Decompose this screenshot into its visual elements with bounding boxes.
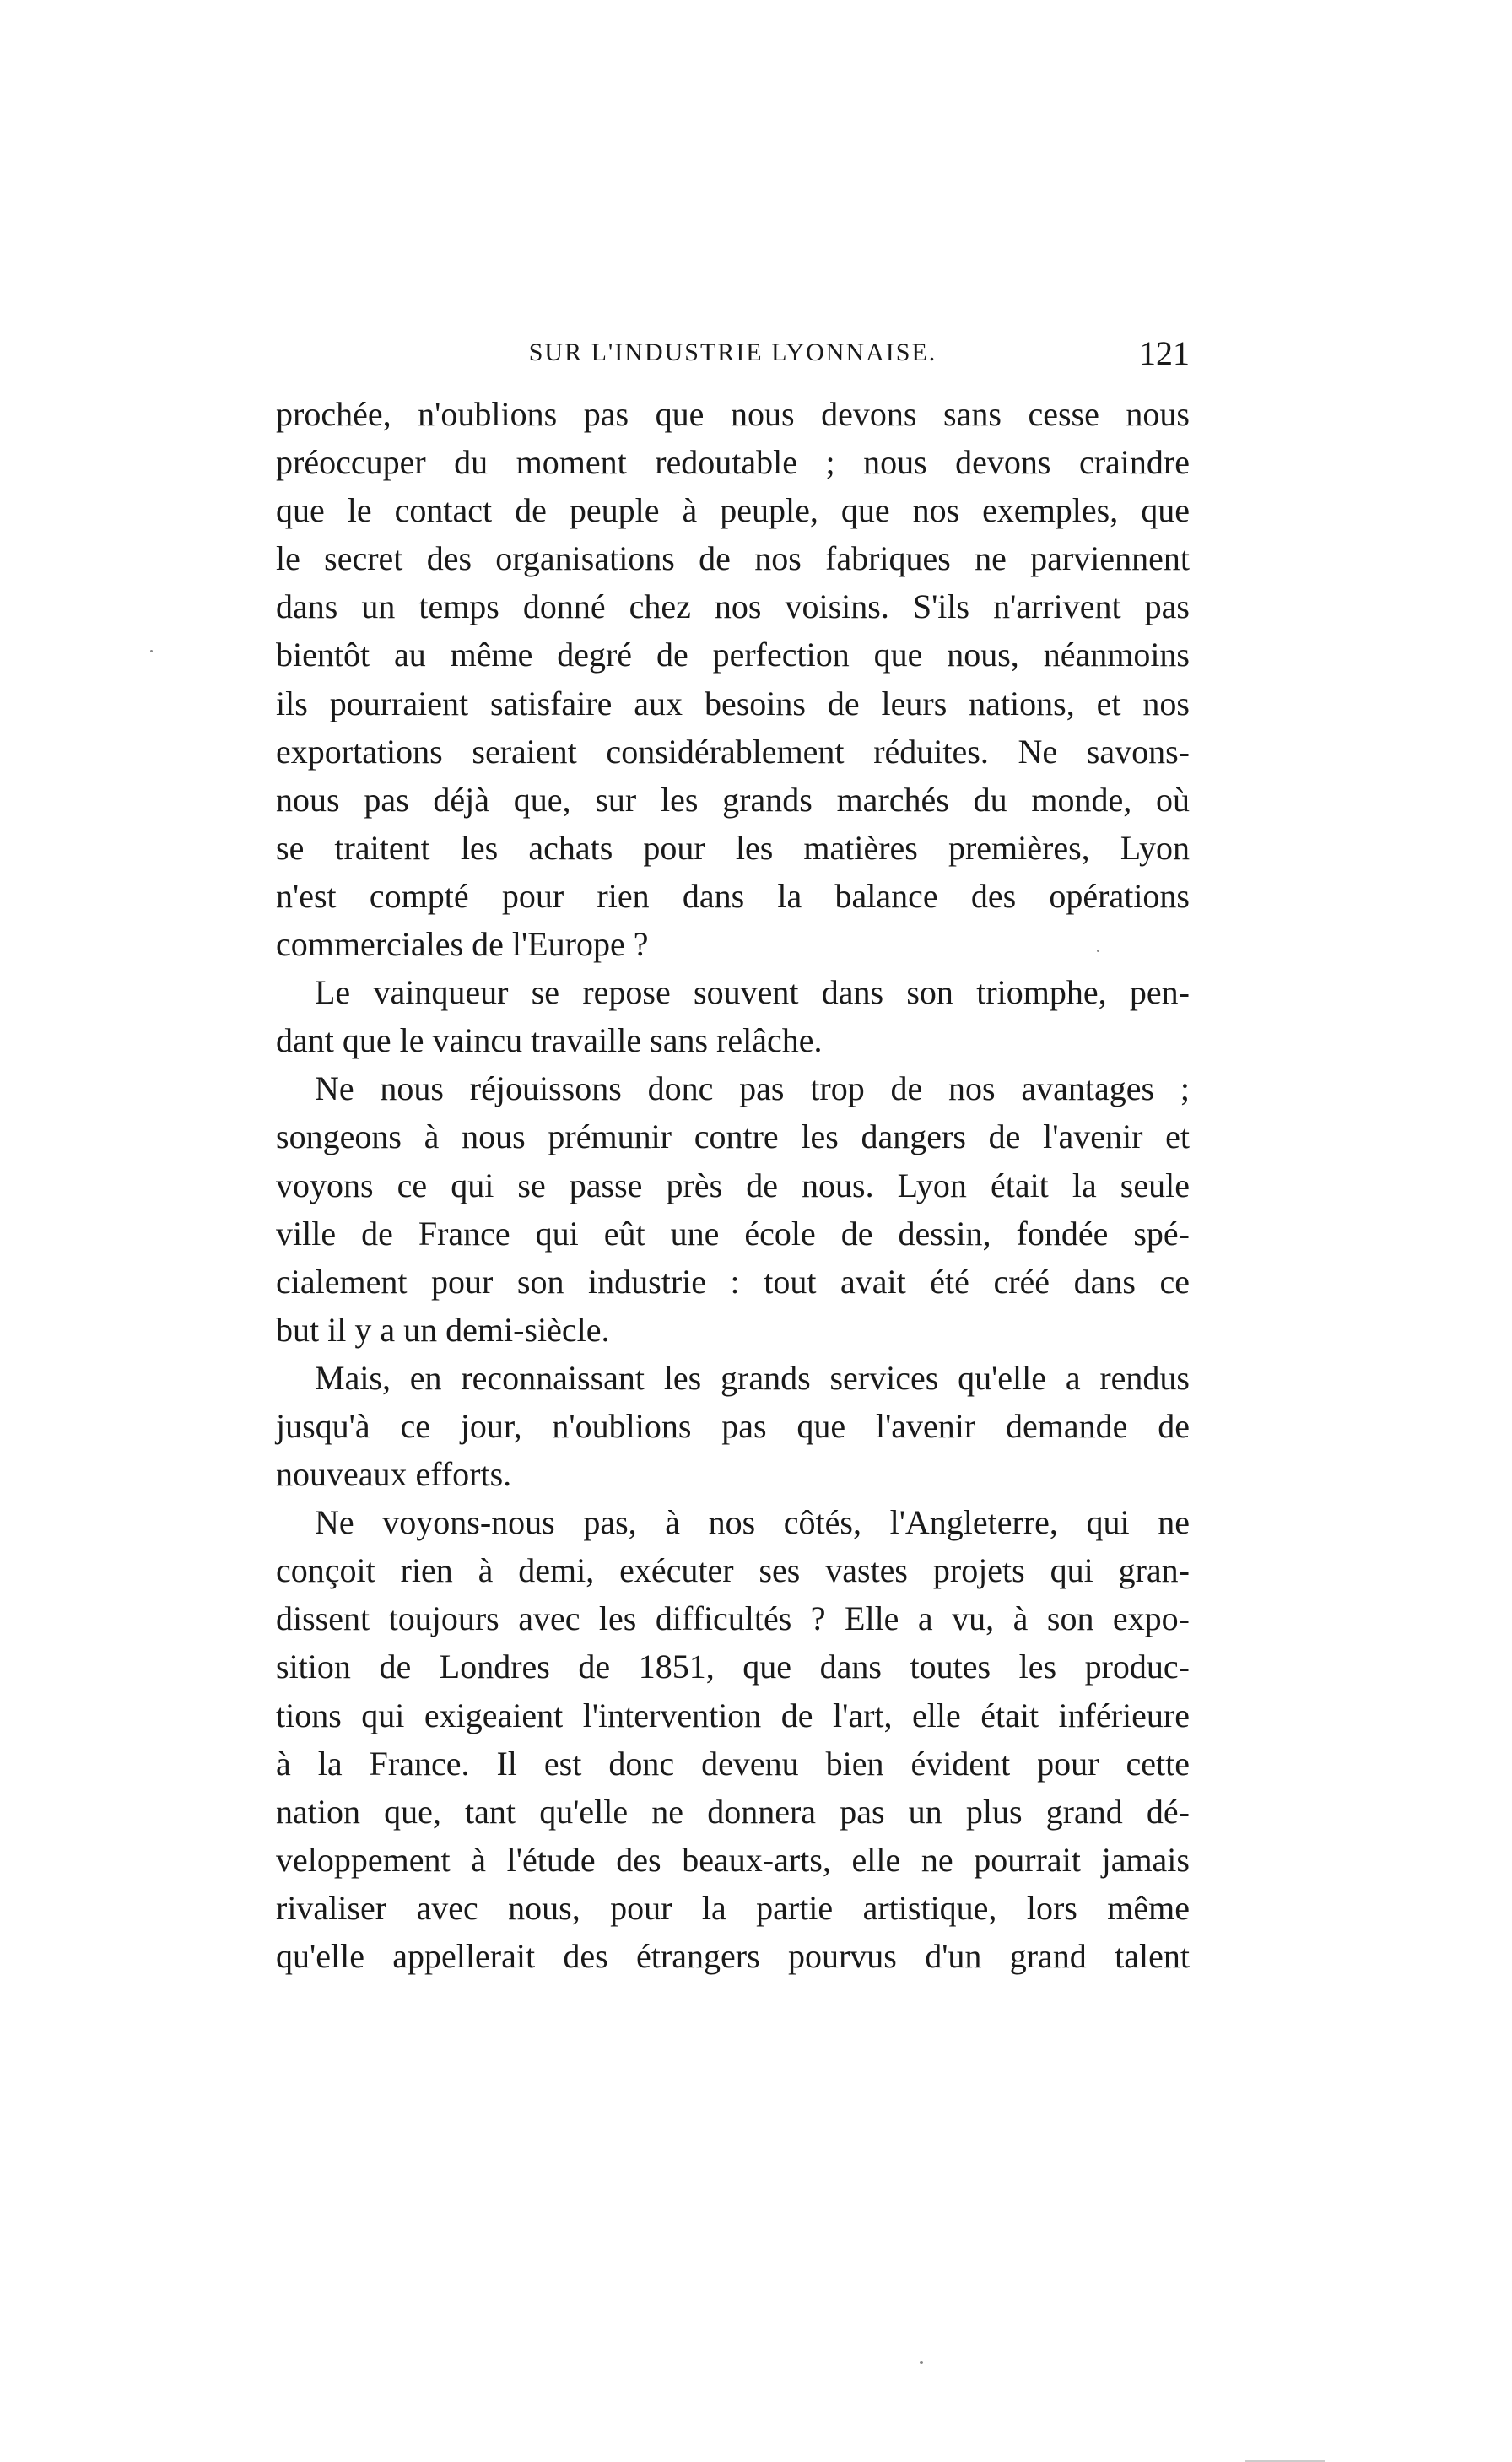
paragraph [276, 968, 1190, 1064]
text-line: conçoit rien à demi, exécuter ses vastes projets qui gran- [276, 1551, 1190, 1590]
running-header [276, 333, 1190, 376]
text-line: que le contact de peuple à peuple, que nos exemples, que [276, 491, 1190, 530]
text-line: dans un temps donné chez nos voisins. S'ils n'arrivent pas [276, 587, 1190, 626]
text-line: cialement pour son industrie : tout avait été créé dans ce [276, 1262, 1190, 1301]
scan-speck [1097, 950, 1099, 952]
text-line: Mais, en reconnaissant les grands services qu'elle a rendus [315, 1358, 1190, 1397]
text-line: exportations seraient considérablement réduites. Ne savons- [276, 732, 1190, 771]
page-number: 121 [1139, 334, 1190, 372]
text-line: veloppement à l'étude des beaux-arts, elle ne pourrait jamais [276, 1840, 1190, 1879]
text-line: ils pourraient satisfaire aux besoins de leurs nations, et nos [276, 684, 1190, 722]
text-line: voyons ce qui se passe près de nous. Lyon était la seule [276, 1166, 1190, 1204]
text-line: tions qui exigeaient l'intervention de l'art, elle était inférieure [276, 1696, 1190, 1734]
text-line: bientôt au même degré de perfection que nous, néanmoins [276, 636, 1190, 674]
text-line: nous pas déjà que, sur les grands marchés du monde, où [276, 780, 1190, 819]
text-line: nation que, tant qu'elle ne donnera pas un plus grand dé- [276, 1792, 1190, 1831]
text-line: Ne voyons-nous pas, à nos côtés, l'Angleterre, qui ne [315, 1503, 1190, 1542]
text-line: se traitent les achats pour les matières premières, Lyon [276, 828, 1190, 867]
text-line: prochée, n'oublions pas que nous devons sans cesse nous [276, 395, 1190, 433]
text-line: sition de Londres de 1851, que dans toutes les produc- [276, 1648, 1190, 1686]
text-line: dant que le vaincu travaille sans relâche. [276, 1021, 823, 1060]
text-line: à la France. Il est donc devenu bien évident pour cette [276, 1744, 1190, 1783]
text-line: rivaliser avec nous, pour la partie artistique, lors même [276, 1888, 1190, 1927]
scan-speck [150, 650, 153, 652]
paragraph [276, 1064, 1190, 1354]
paragraph [276, 1498, 1190, 1980]
text-line: commerciales de l'Europe ? [276, 925, 649, 964]
text-line: dissent toujours avec les difficultés ? Elle a vu, à son expo- [276, 1599, 1190, 1638]
paragraph [276, 1354, 1190, 1498]
text-line: jusqu'à ce jour, n'oublions pas que l'avenir demande de [276, 1406, 1190, 1445]
text-line: préoccuper du moment redoutable ; nous devons craindre [276, 443, 1190, 482]
text-line: n'est compté pour rien dans la balance des opérations [276, 876, 1190, 915]
text-line: nouveaux efforts. [276, 1455, 512, 1494]
text-line: Le vainqueur se repose souvent dans son triomphe, pen- [315, 973, 1190, 1012]
text-line: Ne nous réjouissons donc pas trop de nos avantages ; [315, 1069, 1190, 1108]
body-text [276, 390, 1190, 1980]
scan-speck [920, 2361, 923, 2364]
paragraph [276, 390, 1190, 968]
text-line: qu'elle appellerait des étrangers pourvus d'un grand talent [276, 1937, 1190, 1975]
text-line: le secret des organisations de nos fabriques ne parviennent [276, 539, 1190, 578]
text-line: songeons à nous prémunir contre les dangers de l'avenir et [276, 1117, 1190, 1156]
text-line: ville de France qui eût une école de dessin, fondée spé- [276, 1214, 1190, 1253]
running-title: SUR L'INDUSTRIE LYONNAISE. [528, 338, 937, 366]
text-line: but il y a un demi-siècle. [276, 1310, 610, 1349]
